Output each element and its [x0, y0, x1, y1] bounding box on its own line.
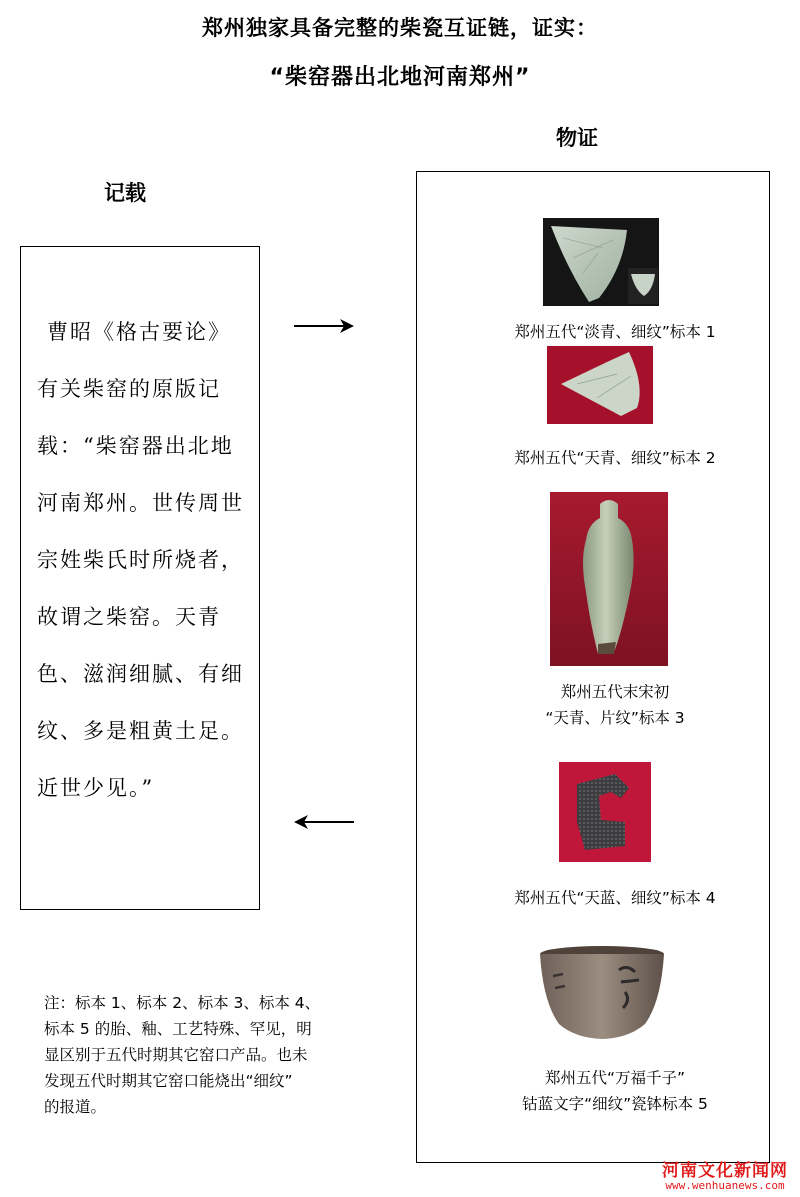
record-line: 纹、多是粗黄土足。: [37, 719, 244, 743]
site-watermark: [662, 1156, 788, 1192]
record-line: 曹昭《格古要论》: [47, 320, 231, 344]
specimen-3-caption-2: “天青、片纹”标本 3: [545, 709, 685, 727]
page-subtitle: “柴窑器出北地河南郑州”: [269, 65, 531, 90]
note-line: 发现五代时期其它窑口能烧出“细纹”: [44, 1072, 293, 1090]
record-text: [37, 310, 257, 823]
footnote: [44, 990, 374, 1120]
record-line: 载：“柴窑器出北地: [37, 434, 234, 458]
specimen-5-image: [535, 942, 669, 1048]
specimen-4-caption: 郑州五代“天蓝、细纹”标本 4: [514, 889, 716, 907]
record-line: 宗姓柴氏时所烧者，: [37, 548, 244, 572]
specimen-5-caption-2: 钴蓝文字“细纹”瓷钵标本 5: [522, 1095, 708, 1113]
note-line: 标本 5 的胎、釉、工艺特殊、罕见，明: [44, 1020, 312, 1038]
watermark-name: 河南文化新闻网: [662, 1161, 788, 1181]
note-line: 注：标本 1、标本 2、标本 3、标本 4、: [44, 994, 321, 1012]
record-line: 有关柴窑的原版记: [37, 377, 221, 401]
specimen-5-caption-1: 郑州五代“万福千子”: [544, 1069, 686, 1087]
record-line: 近世少见。”: [37, 776, 155, 800]
specimen-2-image: [547, 346, 653, 424]
specimen-3-image: [550, 492, 668, 666]
specimen-1-caption: 郑州五代“淡青、细纹”标本 1: [514, 323, 716, 341]
specimen-2-caption: 郑州五代“天青、细纹”标本 2: [514, 449, 716, 467]
record-line: 故谓之柴窑。天青: [37, 605, 221, 629]
record-line: 河南郑州。世传周世: [37, 491, 244, 515]
specimen-4-image: [559, 762, 651, 862]
watermark-url: www.wenhuanews.com: [665, 1179, 785, 1192]
specimen-1-image: [543, 218, 659, 306]
evidence-heading: 物证: [556, 126, 598, 150]
arrow-right-icon: [292, 316, 356, 336]
arrow-left-icon: [292, 812, 356, 832]
note-line: 显区别于五代时期其它窑口产品。也未: [44, 1046, 308, 1064]
record-heading: 记载: [104, 181, 146, 205]
note-line: 的报道。: [44, 1098, 107, 1116]
specimen-3-caption-1: 郑州五代末宋初: [560, 683, 670, 701]
record-line: 色、滋润细腻、有细: [37, 662, 244, 686]
page-title: 郑州独家具备完整的柴瓷互证链，证实：: [202, 16, 598, 40]
